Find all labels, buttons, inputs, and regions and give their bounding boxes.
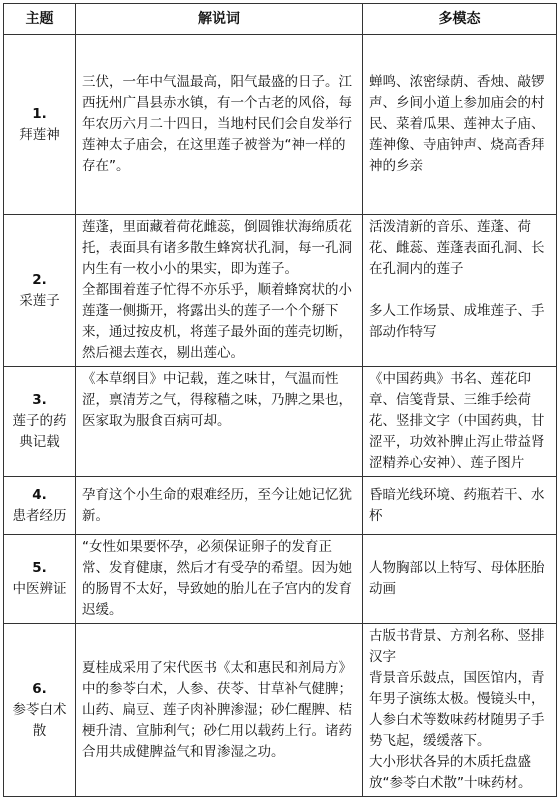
narration-paragraph: 夏桂成采用了宋代医书《太和惠民和剂局方》中的参苓白术，人参、茯苓、甘草补气健脾；山药、扁豆、莲子肉补脾渗湿；砂仁醒脾、桔梗升清、宣肺利气；砂仁用以载药上行。诸药合用共成健脾益气和胃渗湿之功。	[82, 659, 352, 760]
multimodal-cell	[363, 367, 557, 477]
header-narration: 解说词	[76, 4, 363, 35]
row-number: 6.	[32, 680, 47, 697]
row-number: 1.	[32, 105, 47, 122]
multimodal-paragraph: 昏暗光线环境、药瓶若干、水杯	[369, 486, 545, 524]
topic-cell	[4, 215, 76, 367]
narration-paragraph: 三伏，一年中气温最高，阳气最盛的日子。江西抚州广昌县赤水镇，有一个古老的风俗，每年农历六月二十四日，当地村民们会自发举行莲神太子庙会，在这里莲子被誉为“神一样的存在”。	[82, 74, 352, 174]
narration-cell	[76, 535, 363, 624]
multimodal-paragraph: 大小形状各异的木质托盘盛放“参苓白术散”十味药材。	[369, 754, 532, 791]
multimodal-cell	[363, 215, 557, 367]
content-table	[3, 3, 557, 797]
topic-cell	[4, 477, 76, 535]
topic-cell	[4, 624, 76, 797]
row-number: 3.	[32, 392, 47, 408]
multimodal-paragraph: 活泼清新的音乐、莲蓬、荷花、雌蕊、莲蓬表面孔洞、长在孔洞内的莲子	[369, 219, 545, 277]
narration-cell	[76, 477, 363, 535]
narration-paragraph: 《本草纲目》中记载，莲之味甘，气温而性涩，禀清芳之气，得稼穑之味，乃脾之果也，医家取为服食百病可却。	[82, 371, 352, 429]
narration-paragraph: 孕育这个小生命的艰难经历，至今让她记忆犹新。	[82, 486, 352, 524]
table-row	[4, 624, 557, 797]
narration-paragraph: “女性如果要怀孕，必须保证卵子的发育正常、发育健康，然后才有受孕的希望。因为她的肠胃不太好，导致她的胎儿在子宫内的发育迟缓。	[82, 539, 352, 618]
topic-cell	[4, 367, 76, 477]
topic-name: 参苓白术散	[12, 701, 67, 739]
multimodal-paragraph: 背景音乐鼓点，国医馆内，青年男子演练太极。慢镜头中，人参白术等数味药材随男子手势飞起，缓缓落下。	[369, 670, 545, 749]
multimodal-paragraph: 多人工作场景、成堆莲子、手部动作特写	[369, 303, 545, 340]
table-row	[4, 367, 557, 477]
narration-cell	[76, 367, 363, 477]
table-row	[4, 477, 557, 535]
row-number: 5.	[32, 560, 47, 576]
multimodal-paragraph: 蝉鸣、浓密绿荫、香烛、敲锣声、乡间小道上参加庙会的村民、菜着瓜果、莲神太子庙、莲神像、寺庙钟声、烧高香拜神的乡亲	[369, 74, 545, 174]
header-topic: 主题	[4, 4, 76, 35]
multimodal-paragraph: 古版书背景、方剂名称、竖排汉字	[369, 628, 545, 665]
topic-name: 莲子的药典记载	[12, 413, 67, 450]
topic-name: 采莲子	[19, 292, 60, 309]
topic-cell	[4, 535, 76, 624]
header-multimodal: 多模态	[363, 4, 557, 35]
table-row	[4, 535, 557, 624]
table-row	[4, 215, 557, 367]
topic-name: 患者经历	[12, 507, 67, 524]
multimodal-cell	[363, 535, 557, 624]
narration-cell	[76, 624, 363, 797]
multimodal-cell	[363, 35, 557, 215]
narration-cell	[76, 35, 363, 215]
narration-paragraph: 莲蓬，里面藏着荷花雌蕊，倒圆锥状海绵质花托，表面具有诸多散生蜂窝状孔洞，每一孔洞内生有一枚小小的果实，即为莲子。	[82, 219, 352, 277]
narration-cell	[76, 215, 363, 367]
topic-name: 拜莲神	[19, 126, 60, 143]
narration-paragraph: 全都围着莲子忙得不亦乐乎，顺着蜂窝状的小莲蓬一侧撕开，将露出头的莲子一个个掰下来，通过按皮机，将莲子最外面的莲壳切断，然后褪去莲衣，剔出莲心。	[82, 282, 352, 361]
paragraph-gap	[369, 280, 550, 301]
multimodal-paragraph: 《中国药典》书名、莲花印章、信笺背景、三维手绘荷花、竖排文字（中国药典，甘涩平，功效补脾止泻止带益肾涩精养心安神）、莲子图片	[369, 371, 545, 471]
topic-cell	[4, 35, 76, 215]
row-number: 2.	[32, 271, 47, 288]
row-number: 4.	[32, 486, 47, 503]
multimodal-cell	[363, 477, 557, 535]
multimodal-cell	[363, 624, 557, 797]
multimodal-paragraph: 人物胸部以上特写、母体胚胎动画	[369, 560, 545, 597]
topic-name: 中医辨证	[12, 581, 67, 597]
table-row	[4, 35, 557, 215]
header-row	[4, 4, 557, 35]
